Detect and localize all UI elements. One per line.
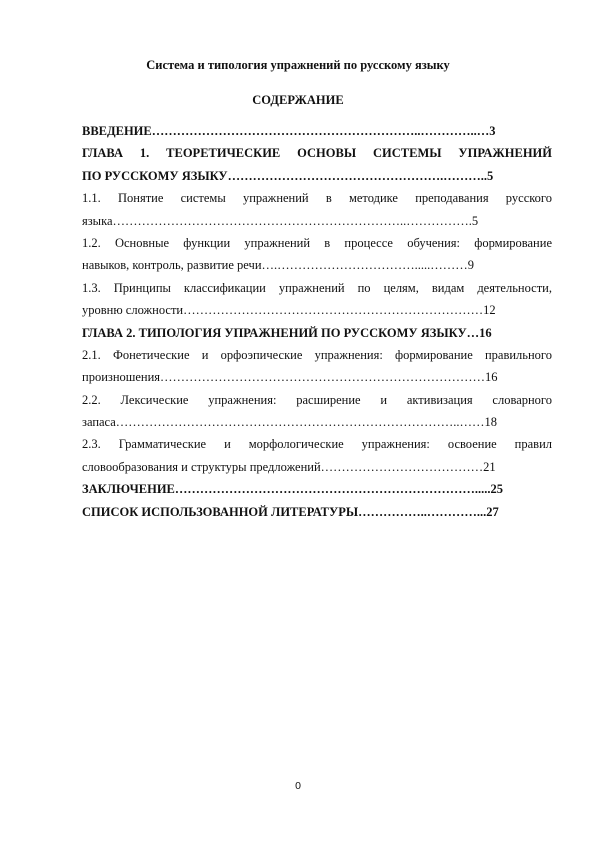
toc-entry-2-2[interactable]: 2.2. Лексические упражнения: расширение и активизация словарного	[82, 392, 552, 407]
toc-entry-1-2[interactable]: 1.2. Основные функции упражнений в процессе обучения: формирование	[82, 235, 552, 250]
toc-entry-references[interactable]: СПИСОК ИСПОЛЬЗОВАННОЙ ЛИТЕРАТУРЫ……………..…………...27	[82, 504, 499, 519]
toc-entry-1-2-cont[interactable]: навыков, контроль, развитие речи….…………………………….....………9	[82, 258, 475, 273]
toc-entry-conclusion[interactable]: ЗАКЛЮЧЕНИЕ……………………………………………………………….....25	[82, 482, 504, 497]
toc-entry-chapter-1-cont[interactable]: ПО РУССКОМУ ЯЗЫКУ…………………………………………….………..5	[82, 168, 494, 183]
toc-entry-2-1-cont[interactable]: произношения……………………………………………………………………16	[82, 370, 498, 385]
toc-entry-2-3-cont[interactable]: словообразования и структуры предложений…………………………………21	[82, 459, 496, 474]
table-of-contents	[82, 120, 552, 523]
toc-entry-1-3-cont[interactable]: уровню сложности………………………………………………………………12	[82, 303, 496, 318]
toc-entry-1-1-cont[interactable]: языка……………………………………………………………..…………….5	[82, 213, 479, 228]
toc-entry-1-1[interactable]: 1.1. Понятие системы упражнений в методике преподавания русского	[82, 191, 552, 206]
page-number: 0	[295, 780, 301, 792]
document-title: Система и типология упражнений по русскому языку	[146, 58, 450, 72]
toc-entry-chapter-2[interactable]: ГЛАВА 2. ТИПОЛОГИЯ УПРАЖНЕНИЙ ПО РУССКОМУ ЯЗЫКУ…16	[82, 325, 492, 340]
toc-entry-chapter-1[interactable]: ГЛАВА 1. ТЕОРЕТИЧЕСКИЕ ОСНОВЫ СИСТЕМЫ УПРАЖНЕНИЙ	[82, 146, 552, 161]
toc-entry-1-3[interactable]: 1.3. Принципы классификации упражнений по целям, видам деятельности,	[82, 280, 552, 295]
toc-entry-2-1[interactable]: 2.1. Фонетические и орфоэпические упражнения: формирование правильного	[82, 347, 552, 362]
contents-heading: СОДЕРЖАНИЕ	[252, 93, 344, 107]
toc-entry-2-3[interactable]: 2.3. Грамматические и морфологические упражнения: освоение правил	[82, 437, 552, 452]
toc-entry-2-2-cont[interactable]: запаса………………………………………………………………………..……18	[82, 415, 498, 430]
toc-entry-introduction[interactable]: ВВЕДЕНИЕ………………………………………………………..…………..…3	[82, 124, 496, 138]
